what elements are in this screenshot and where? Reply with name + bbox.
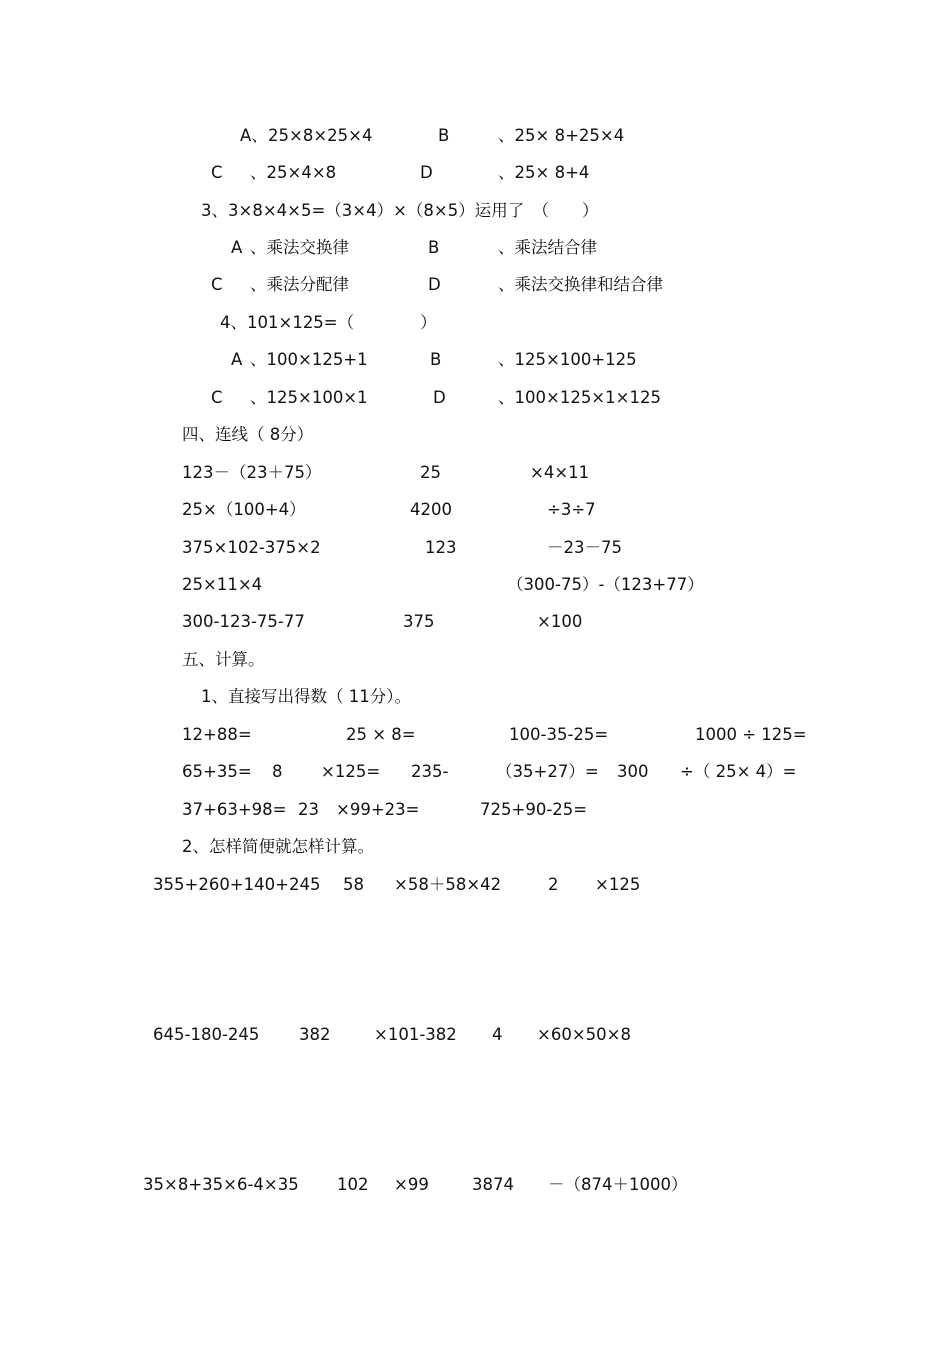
simplify-item: ×101-382 xyxy=(374,1025,457,1044)
q2-option-b-text: 、25× 8+25×4 xyxy=(498,126,625,145)
q2-option-a-text: 25×8×25×4 xyxy=(268,126,373,145)
mental-math-item: 725+90-25= xyxy=(480,800,588,819)
q3-option-c-letter: C xyxy=(211,275,223,294)
mental-math-item: 65+35= xyxy=(182,762,252,781)
q4-question: 4、101×125=（ ） xyxy=(220,313,437,332)
q4-option-a-text: 、100×125+1 xyxy=(250,350,368,369)
match-expr: 375×102-375×2 xyxy=(182,538,321,557)
match-form: （300-75）-（123+77） xyxy=(507,575,704,594)
simplify-item: 2 xyxy=(548,875,559,894)
simplify-item: 102 xyxy=(337,1175,369,1194)
match-expr: 25×（100+4） xyxy=(182,500,306,519)
simplify-item: －（874＋1000） xyxy=(548,1175,688,1194)
simplify-item: 4 xyxy=(492,1025,503,1044)
mental-math-item: 1000 ÷ 125= xyxy=(695,725,807,744)
mental-math-item: 235- xyxy=(411,762,449,781)
q3-option-b-letter: B xyxy=(428,238,440,257)
q3-option-a-text: 、乘法交换律 xyxy=(250,238,349,257)
q2-option-c-text: 、25×4×8 xyxy=(250,163,337,182)
q3-option-a-letter: A xyxy=(231,238,243,257)
q2-option-a-letter: A、 xyxy=(240,126,268,145)
match-expr: 123－（23＋75） xyxy=(182,463,322,482)
q4-option-c-letter: C xyxy=(211,388,223,407)
section5-heading: 五、计算。 xyxy=(182,650,265,669)
q4-option-b-letter: B xyxy=(430,350,442,369)
simplify-item: ×60×50×8 xyxy=(537,1025,631,1044)
section4-heading: 四、连线（ 8分） xyxy=(182,425,314,444)
match-form: －23－75 xyxy=(547,538,622,557)
simplify-item: ×125 xyxy=(595,875,641,894)
simplify-item: ×99 xyxy=(394,1175,429,1194)
simplify-item: ×58＋58×42 xyxy=(394,875,502,894)
q3-option-d-text: 、乘法交换律和结合律 xyxy=(498,275,663,294)
simplify-item: 645-180-245 xyxy=(153,1025,260,1044)
q2-option-d-letter: D xyxy=(420,163,433,182)
simplify-item: 58 xyxy=(343,875,364,894)
section5-sub1: 1、直接写出得数（ 11分）。 xyxy=(201,687,411,706)
q4-option-c-text: 、125×100×1 xyxy=(250,388,368,407)
mental-math-item: 100-35-25= xyxy=(509,725,609,744)
q2-option-b-letter: B xyxy=(438,126,450,145)
match-value: 4200 xyxy=(410,500,452,519)
match-value: 123 xyxy=(425,538,457,557)
match-value: 375 xyxy=(403,612,435,631)
q3-option-d-letter: D xyxy=(428,275,441,294)
q2-option-d-text: 、25× 8+4 xyxy=(498,163,590,182)
match-form: ÷3÷7 xyxy=(547,500,596,519)
simplify-item: 382 xyxy=(299,1025,331,1044)
q3-question: 3、3×8×4×5=（3×4）×（8×5）运用了 （ ） xyxy=(201,201,599,220)
mental-math-item: ÷（ 25× 4）= xyxy=(680,762,797,781)
mental-math-item: 25 × 8= xyxy=(346,725,416,744)
mental-math-item: （35+27）= xyxy=(496,762,599,781)
q3-option-c-text: 、乘法分配律 xyxy=(250,275,349,294)
simplify-item: 35×8+35×6-4×35 xyxy=(143,1175,299,1194)
mental-math-item: ×125= xyxy=(321,762,381,781)
simplify-item: 355+260+140+245 xyxy=(153,875,321,894)
mental-math-item: 23 xyxy=(298,800,319,819)
mental-math-item: 300 xyxy=(617,762,649,781)
mental-math-item: 37+63+98= xyxy=(182,800,287,819)
q3-option-b-text: 、乘法结合律 xyxy=(498,238,597,257)
simplify-item: 3874 xyxy=(472,1175,514,1194)
q4-option-a-letter: A xyxy=(231,350,243,369)
mental-math-item: 12+88= xyxy=(182,725,252,744)
match-form: ×4×11 xyxy=(530,463,590,482)
mental-math-item: ×99+23= xyxy=(336,800,420,819)
q4-option-b-text: 、125×100+125 xyxy=(498,350,637,369)
match-value: 25 xyxy=(420,463,441,482)
match-form: ×100 xyxy=(537,612,583,631)
q4-option-d-text: 、100×125×1×125 xyxy=(498,388,661,407)
mental-math-item: 8 xyxy=(272,762,283,781)
match-expr: 25×11×4 xyxy=(182,575,263,594)
section5-sub2: 2、怎样简便就怎样计算。 xyxy=(182,837,374,856)
q2-option-c-letter: C xyxy=(211,163,223,182)
q4-option-d-letter: D xyxy=(433,388,446,407)
match-expr: 300-123-75-77 xyxy=(182,612,305,631)
